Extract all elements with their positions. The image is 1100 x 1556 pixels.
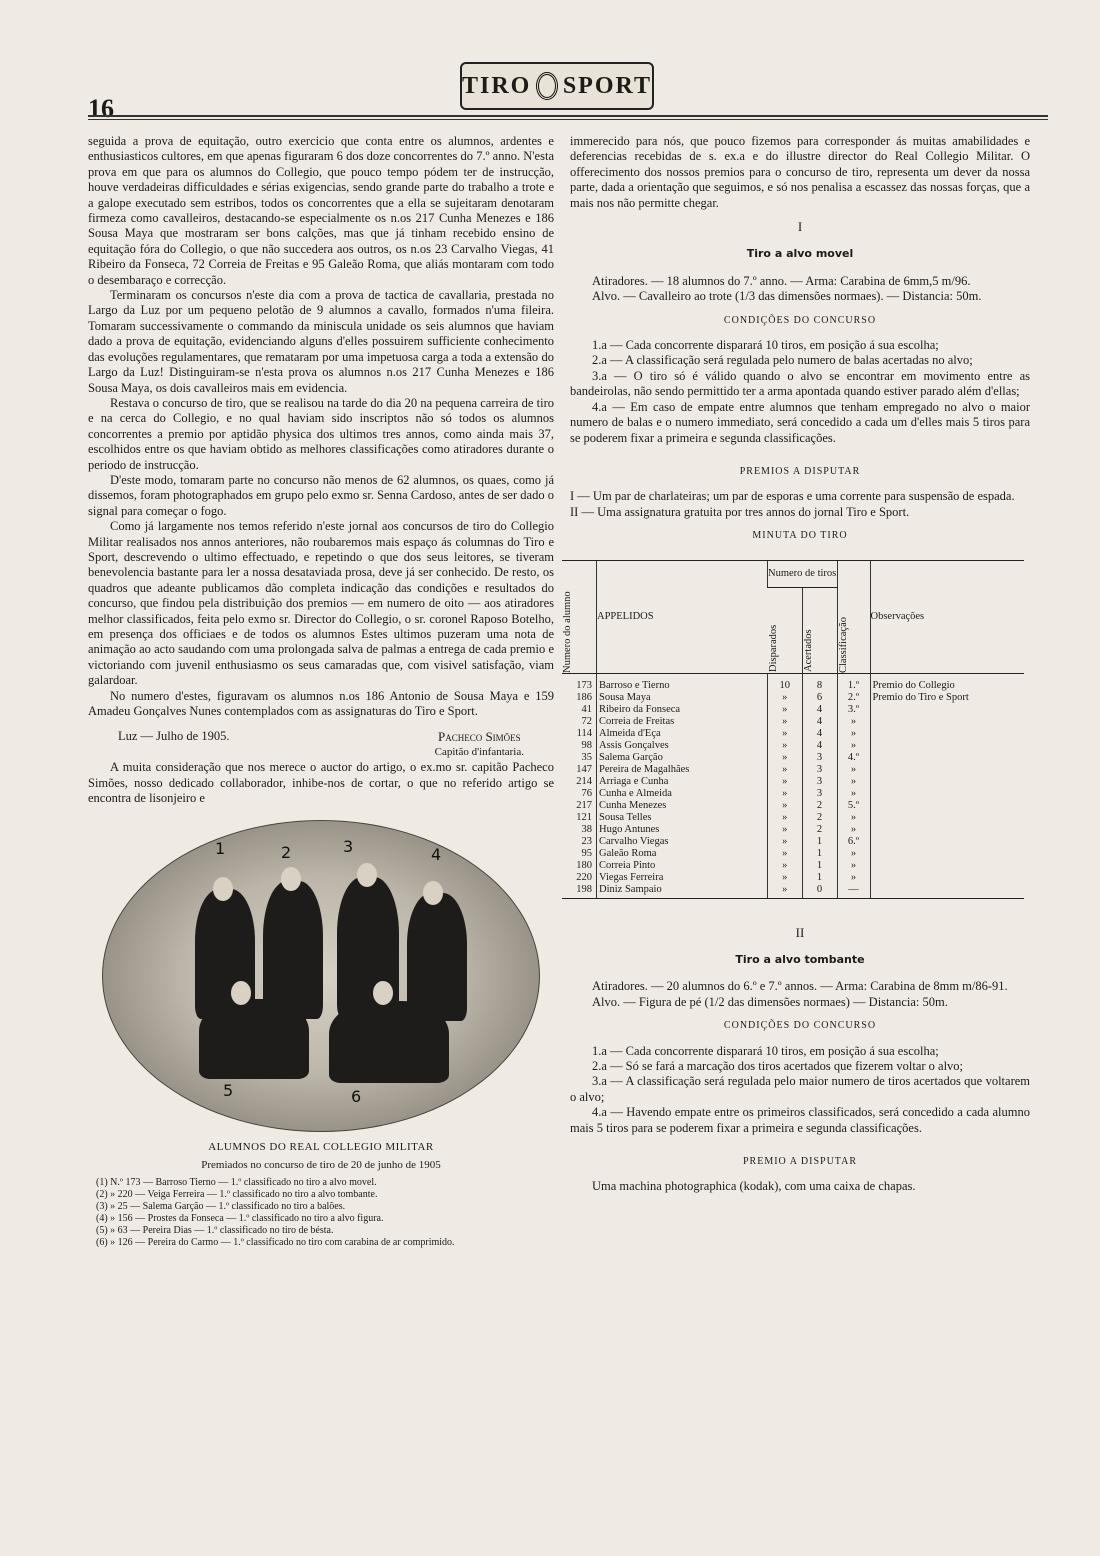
legend-item: (5) » 63 — Pereira Dias — 1.º classificado no tiro de bésta. <box>96 1225 334 1237</box>
cell-numero: 173 <box>576 679 592 691</box>
left-column <box>88 134 554 1249</box>
cell-acertados: 1 <box>802 872 837 884</box>
photo-number: 4 <box>431 845 442 865</box>
right-column <box>562 134 1030 1195</box>
cell-disparados: » <box>768 860 803 872</box>
cell-numero: 214 <box>576 775 592 787</box>
header-numero: Numero do alumno <box>562 560 597 673</box>
table-row <box>562 776 1024 788</box>
prize-item: Uma machina photographica (kodak), com uma caixa de chapas. <box>592 1179 916 1194</box>
cell-apelido: Ribeiro da Fonseca <box>597 704 768 716</box>
cell-classificacao: 3.º <box>837 704 870 716</box>
cell-observacoes <box>870 872 1024 884</box>
cell-observacoes <box>870 824 1024 836</box>
cell-disparados: » <box>768 704 803 716</box>
cell-acertados: 3 <box>802 752 837 764</box>
group-photo <box>102 820 540 1132</box>
table-body <box>562 673 1024 898</box>
cell-classificacao: » <box>837 872 870 884</box>
condition-item: 1.a — Cada concorrente disparará 10 tiros, em posição á sua escolha; <box>592 338 939 353</box>
header-rule <box>88 115 1048 117</box>
alvo-line: Alvo. — Cavalleiro ao trote (1/3 das dimensões normaes). — Distancia: 50m. <box>592 289 982 304</box>
cell-disparados: » <box>768 716 803 728</box>
masthead-word-2: SPORT <box>562 72 652 99</box>
cell-observacoes <box>870 776 1024 788</box>
table-row <box>562 704 1024 716</box>
paragraph: seguida a prova de equitação, outro exercicio que conta entre os alumnos, ardentes e enthusiasticos cultores, em que apenas figuraram 6 dos doze concorrentes do 7.º anno. N'esta prova em que para os alumnos do Collegio, que pouco tempo pódem ter de instrucção, houve verdadeiras difficuldades e sérias exigencias, sendo grande parte do trabalho a trote e a galope executado sem estribos, todos os concorrentes que a ella se sujeitaram denotaram firmeza como cavalleiros, destacando-se especialmente os n.os 217 Cunha Menezes e 186 Sousa Maya que mostraram ser bons calções, mas que já tinham recebido ensino de equitação fóra do Collegio, o que não succedera aos outros, os n.os 23 Carvalho Viegas, 41 Ribeiro da Fonseca, 72 Correia de Freitas e 95 Galeão Roma, que aliás montaram com todo o desembaraço e correcção. <box>88 134 554 287</box>
author-rank: Capitão d'infantaria. <box>434 745 524 758</box>
cell-apelido: Almeida d'Eça <box>597 728 768 740</box>
cell-acertados: 4 <box>802 740 837 752</box>
header-observacoes: Observações <box>870 560 1024 673</box>
cell-acertados: 2 <box>802 824 837 836</box>
condition-item: 2.a — A classificação será regulada pelo numero de balas acertadas no alvo; <box>592 353 973 368</box>
cell-acertados: 4 <box>802 716 837 728</box>
header-numero-tiros: Numero de tiros <box>768 560 838 587</box>
atiradores-line: Atiradores. — 18 alumnos do 7.º anno. — Arma: Carabina de 6mm,5 m/96. <box>592 273 971 288</box>
cell-acertados: 8 <box>802 673 837 692</box>
cell-apelido: Pereira de Magalhães <box>597 764 768 776</box>
cell-disparados: » <box>768 692 803 704</box>
cell-observacoes <box>870 752 1024 764</box>
table-row <box>562 764 1024 776</box>
cell-numero: 121 <box>576 811 592 823</box>
cell-classificacao: » <box>837 860 870 872</box>
cell-apelido: Correia de Freitas <box>597 716 768 728</box>
table-row <box>562 884 1024 899</box>
cell-disparados: » <box>768 824 803 836</box>
table-row <box>562 728 1024 740</box>
cell-classificacao: » <box>837 740 870 752</box>
cell-disparados: » <box>768 740 803 752</box>
cell-classificacao: » <box>837 788 870 800</box>
table-row <box>562 872 1024 884</box>
cell-apelido: Sousa Maya <box>597 692 768 704</box>
cell-apelido: Diniz Sampaio <box>597 884 768 899</box>
cell-numero: 198 <box>562 884 597 899</box>
place-date: Luz — Julho de 1905. <box>118 729 230 744</box>
condition-item: 4.a — Em caso de empate entre alumnos que tenham empregado no alvo o maior numero de balas e o numero immediato, será concedido a cada um d'elles mais 5 tiros para se poderem fixar a primeira e segunda classificações. <box>570 399 1030 445</box>
cell-acertados: 2 <box>802 812 837 824</box>
cell-numero: 186 <box>576 691 592 703</box>
cell-classificacao: » <box>837 824 870 836</box>
cell-disparados: » <box>768 764 803 776</box>
paragraph: Terminaram os concursos n'este dia com a prova de tactica de cavallaria, prestada no Largo da Luz por um pequeno pelotão de 9 alumnos a cavallo, formados n'uma fileira. Tomaram successivamente o commando da miniscula unidade os seis alumnos que haviam dado a prova de equitação, evidenciando alguns d'elles possuirem sufficiente conhecimento das evoluções regulamentares, que remataram por uma impetuosa carga a toda a extensão do Largo da Luz! Distinguiram-se n'esta prova os alumnos n.os 217 Cunha Menezes e 186 Sousa Maya, os dois cavalleiros mais em evidencia. <box>88 288 554 395</box>
cell-numero: 98 <box>581 739 592 751</box>
cell-classificacao: » <box>837 728 870 740</box>
table-row <box>562 788 1024 800</box>
header-disparados: Disparados <box>768 587 803 673</box>
table-row <box>562 740 1024 752</box>
cell-disparados: 10 <box>768 673 803 692</box>
cell-observacoes <box>870 788 1024 800</box>
section-title: Tiro a alvo tombante <box>735 952 865 966</box>
cell-disparados: » <box>768 812 803 824</box>
table-row <box>562 692 1024 704</box>
cell-observacoes: Premio do Tiro e Sport <box>870 692 1024 704</box>
condition-item: 3.a — A classificação será regulada pelo maior numero de tiros acertados que voltarem o alvo; <box>570 1074 1030 1104</box>
cell-classificacao: » <box>837 764 870 776</box>
student-figure <box>329 1001 449 1083</box>
condition-item: 3.a — O tiro só é válido quando o alvo se encontrar em movimento entre as bandeirolas, não sendo permittido ter a arma apontada quando estiver parado além d'ellas; <box>570 368 1030 399</box>
cell-observacoes <box>870 728 1024 740</box>
table-row <box>562 860 1024 872</box>
table-row <box>562 836 1024 848</box>
student-figure <box>199 999 309 1079</box>
table-row <box>562 824 1024 836</box>
cell-observacoes: Premio do Collegio <box>870 673 1024 692</box>
cell-apelido: Cunha e Almeida <box>597 788 768 800</box>
alvo-line: Alvo. — Figura de pé (1/2 das dimensões normaes) — Distancia: 50m. <box>592 994 948 1009</box>
target-icon <box>536 72 557 100</box>
cell-disparados: » <box>768 728 803 740</box>
paragraph: immerecido para nós, que pouco fizemos para corresponder ás muitas amabilidades e deferencias recebidas de s. ex.a e do illustre director do Real Collegio Militar. O offerecimento dos nossos premios para o concurso de tiro, representa um dever da nossa parte, dada a orientação que seguimos, e só nos penalisa a escassez das nossas forças, que a mais nos não permitte chegar. <box>570 134 1030 210</box>
cell-acertados: 4 <box>802 728 837 740</box>
cell-observacoes <box>870 836 1024 848</box>
cell-numero: 180 <box>576 859 592 871</box>
cell-classificacao: » <box>837 776 870 788</box>
cell-acertados: 1 <box>802 848 837 860</box>
cell-apelido: Salema Garção <box>597 752 768 764</box>
cell-apelido: Hugo Antunes <box>597 824 768 836</box>
paragraph: No numero d'estes, figuravam os alumnos n.os 186 Antonio de Sousa Maya e 159 Amadeu Gonçalves Nunes contemplados com as assignaturas do Tiro e Sport. <box>88 688 554 719</box>
table-row <box>562 752 1024 764</box>
cell-numero: 95 <box>581 847 592 859</box>
prize-item: II — Uma assignatura gratuita por tres annos do jornal Tiro e Sport. <box>570 504 910 519</box>
legend-item: (1) N.º 173 — Barroso Tierno — 1.º classificado no tiro a alvo movel. <box>96 1177 377 1189</box>
table-row <box>562 848 1024 860</box>
photo-legend <box>88 1177 554 1249</box>
cell-classificacao: 2.º <box>837 692 870 704</box>
cell-observacoes <box>870 764 1024 776</box>
cell-apelido: Galeão Roma <box>597 848 768 860</box>
cell-observacoes <box>870 860 1024 872</box>
signoff <box>118 729 554 760</box>
photo-number: 1 <box>215 839 226 859</box>
photo-block <box>88 820 554 1249</box>
cell-disparados: » <box>768 788 803 800</box>
cell-numero: 72 <box>581 715 592 727</box>
table-row <box>562 673 1024 692</box>
minuta-heading: MINUTA DO TIRO <box>752 530 848 542</box>
cell-classificacao: » <box>837 716 870 728</box>
cell-numero: 220 <box>576 871 592 883</box>
author-block <box>435 729 554 760</box>
condition-item: 2.a — Só se fará a marcação dos tiros acertados que fizerem voltar o alvo; <box>592 1058 964 1073</box>
legend-item: (3) » 25 — Salema Garção — 1.º classificado no tiro a balões. <box>96 1201 346 1213</box>
legend-item: (6) » 126 — Pereira do Carmo — 1.º classificado no tiro com carabina de ar comprimido. <box>96 1237 455 1249</box>
cell-classificacao: — <box>837 884 870 899</box>
header-acertados: Acertados <box>802 587 837 673</box>
cell-apelido: Viegas Ferreira <box>597 872 768 884</box>
cell-apelido: Cunha Menezes <box>597 800 768 812</box>
cell-numero: 114 <box>576 727 592 739</box>
header-rule-thin <box>88 119 1048 120</box>
cell-observacoes <box>870 812 1024 824</box>
cell-disparados: » <box>768 884 803 899</box>
section-number: II <box>795 924 805 940</box>
cell-disparados: » <box>768 776 803 788</box>
cell-apelido: Carvalho Viegas <box>597 836 768 848</box>
cell-classificacao: 4.º <box>837 752 870 764</box>
editor-note: A muita consideração que nos merece o auctor do artigo, o ex.mo sr. capitão Pacheco Simões, nosso dedicado collaborador, inhibe-nos de cortar, o que no referido artigo se encontra de lisonjeiro e <box>88 760 554 806</box>
cell-observacoes <box>870 716 1024 728</box>
cell-apelido: Arriaga e Cunha <box>597 776 768 788</box>
cell-numero: 35 <box>581 751 592 763</box>
cell-acertados: 1 <box>802 860 837 872</box>
cell-observacoes <box>870 704 1024 716</box>
cell-numero: 38 <box>581 823 592 835</box>
results-table <box>562 560 1024 899</box>
cell-apelido: Sousa Telles <box>597 812 768 824</box>
prizes-heading: PREMIOS A DISPUTAR <box>739 465 861 477</box>
conditions-heading: CONDIÇÕES DO CONCURSO <box>723 1020 877 1032</box>
table-header-row <box>562 560 1024 587</box>
cell-observacoes <box>870 740 1024 752</box>
photo-number: 6 <box>351 1087 362 1107</box>
paragraph: Restava o concurso de tiro, que se realisou na tarde do dia 20 na pequena carreira de tiro e na cerca do Collegio, e no qual haviam sido inscriptos não só todos os alumnos concorrentes a premio por aptidão physica dos ultimos tres annos, como ainda mais 37, escolhidos entre os que haviam obtido as melhores classificações como atiradores durante o periodo de instrucção. <box>88 395 554 472</box>
cell-classificacao: » <box>837 848 870 860</box>
cell-disparados: » <box>768 872 803 884</box>
cell-numero: 23 <box>581 835 592 847</box>
masthead-word-1: TIRO <box>462 72 532 99</box>
paragraph: D'este modo, tomaram parte no concurso não menos de 62 alumnos, os quaes, como já dissemos, foram photographados em grupo pelo exmo sr. Senna Cardoso, antes de ser dado o signal para começar o fogo. <box>88 472 554 518</box>
cell-numero: 217 <box>576 799 592 811</box>
cell-acertados: 6 <box>802 692 837 704</box>
photo-number: 2 <box>281 843 292 863</box>
table-row <box>562 812 1024 824</box>
section-title: Tiro a alvo movel <box>746 247 854 261</box>
conditions-heading: CONDIÇÕES DO CONCURSO <box>723 314 877 326</box>
cell-acertados: 3 <box>802 764 837 776</box>
photo-number: 3 <box>343 837 354 857</box>
masthead-logo <box>460 62 654 110</box>
table-row <box>562 800 1024 812</box>
cell-apelido: Barroso e Tierno <box>597 673 768 692</box>
photo-number: 5 <box>223 1081 234 1101</box>
cell-observacoes <box>870 848 1024 860</box>
cell-disparados: » <box>768 848 803 860</box>
prize-heading: PREMIO A DISPUTAR <box>743 1156 857 1167</box>
cell-disparados: » <box>768 752 803 764</box>
condition-item: 4.a — Havendo empate entre os primeiros classificados, será concedido a cada alumno mais 5 tiros para se poderem fixar a primeira e segunda classificações. <box>570 1105 1030 1135</box>
cell-classificacao: 1.º <box>837 673 870 692</box>
photo-caption-title: ALUMNOS DO REAL COLLEGIO MILITAR <box>208 1141 434 1154</box>
cell-classificacao: 5.º <box>837 800 870 812</box>
prize-item: I — Um par de charlateiras; um par de esporas e uma corrente para suspensão de espada. <box>570 489 1015 504</box>
author-name: Pacheco Simões <box>437 729 521 745</box>
cell-apelido: Correia Pinto <box>597 860 768 872</box>
cell-acertados: 0 <box>802 884 837 899</box>
cell-apelido: Assis Gonçalves <box>597 740 768 752</box>
header-classificacao: Classificação <box>837 560 870 673</box>
cell-acertados: 2 <box>802 800 837 812</box>
table-row <box>562 716 1024 728</box>
cell-numero: 41 <box>581 703 592 715</box>
cell-numero: 147 <box>576 763 592 775</box>
cell-acertados: 4 <box>802 704 837 716</box>
paragraph: Como já largamente nos temos referido n'este jornal aos concursos de tiro do Collegio Militar realisados nos annos anteriores, não roubaremos mais espaço ás columnas do Tiro e Sport, descrevendo o ultimo effectuado, e repetindo o que dos seus leitores, se tiveram benevolencia bastante para ler a nossa desataviada prosa, deve já ser conhecido. De resto, os quadros que adeante publicamos dão completa indicação das condições e resultados do concurso, que findou pela distribuição dos premios — em numero de oito — aos atiradores melhor classificados, feita pelo exmo sr. Director do Collegio, o sr. coronel Raposo Botelho, em presença dos officiaes e de todos os alumnos Estes ultimos puzeram uma nota de animação ao acto saudando com uma prolongada salva de palmas a entrega de cada premio e victoriando com juvenil enthusiasmo os seus camaradas que, com visivel satisfação, viam galardoar. <box>88 519 554 688</box>
legend-item: (2) » 220 — Veiga Ferreira — 1.º classificado no tiro a alvo tombante. <box>96 1189 378 1201</box>
cell-observacoes <box>870 800 1024 812</box>
section-number: I <box>797 219 803 235</box>
page-number: 16 <box>88 94 114 123</box>
cell-disparados: » <box>768 800 803 812</box>
atiradores-line: Atiradores. — 20 alumnos do 6.º e 7.º annos. — Arma: Carabina de 8mm m/86-91. <box>592 979 1008 994</box>
legend-item: (4) » 156 — Prostes da Fonseca — 1.º classificado no tiro a alvo figura. <box>96 1213 384 1225</box>
cell-numero: 76 <box>581 787 592 799</box>
cell-observacoes <box>870 884 1024 899</box>
cell-disparados: » <box>768 836 803 848</box>
condition-item: 1.a — Cada concorrente disparará 10 tiros, em posição á sua escolha; <box>592 1043 939 1058</box>
header-apelidos: APPELIDOS <box>597 560 768 673</box>
cell-classificacao: 6.º <box>837 836 870 848</box>
cell-acertados: 1 <box>802 836 837 848</box>
photo-caption-subtitle: Premiados no concurso de tiro de 20 de junho de 1905 <box>201 1158 441 1171</box>
cell-classificacao: » <box>837 812 870 824</box>
cell-acertados: 3 <box>802 788 837 800</box>
cell-acertados: 3 <box>802 776 837 788</box>
